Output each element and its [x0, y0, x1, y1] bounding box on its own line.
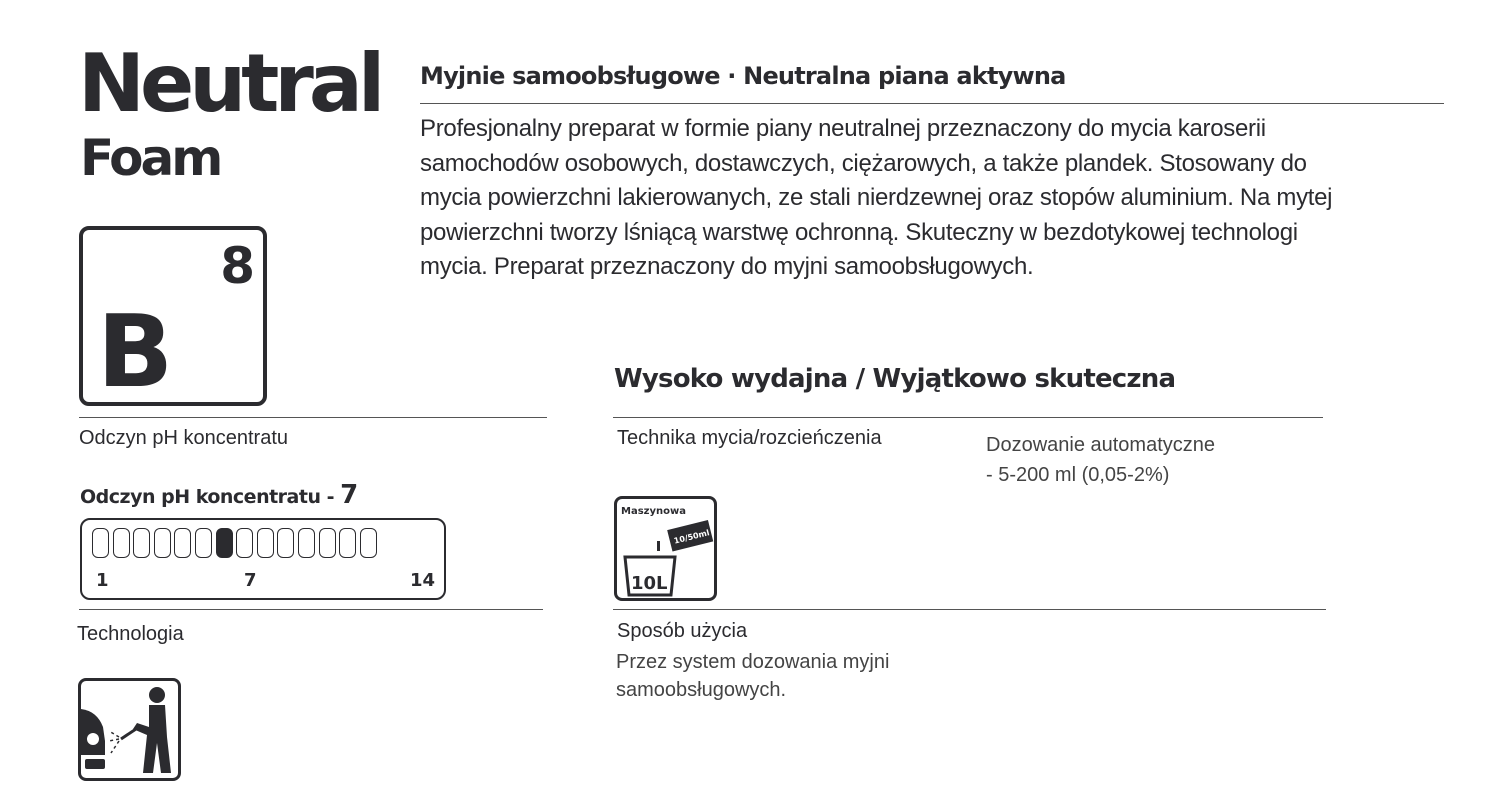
ph-scale-max: 14 [410, 570, 436, 591]
ph-title [80, 480, 358, 510]
ph-scale-cells [92, 528, 377, 558]
ph-cell [92, 528, 109, 558]
technique-label: Technika mycia/rozcieńczenia [617, 427, 882, 449]
ph-cell [195, 528, 212, 558]
ph-cell [339, 528, 356, 558]
ph-section-label: Odczyn pH koncentratu [79, 427, 288, 449]
icon-title: Maszynowa [621, 506, 686, 517]
machine-dosing-icon [614, 496, 717, 601]
product-name-line2: Foam [80, 129, 221, 187]
ph-cell-active [216, 528, 233, 558]
ph-scale-min: 1 [96, 570, 109, 591]
technology-top-divider [79, 609, 543, 610]
ph-value: 7 [340, 480, 358, 510]
ph-title-text: Odczyn pH koncentratu - [80, 486, 341, 508]
ph-cell [133, 528, 150, 558]
usage-line: samoobsługowych. [616, 679, 787, 701]
ph-cell [174, 528, 191, 558]
ph-scale [80, 518, 446, 600]
description-line: samochodów osobowych, dostawczych, ciężarowych, a także plandek. Stosowany do [420, 149, 1307, 177]
icon-volume: 10L [631, 573, 668, 594]
ph-cell [257, 528, 274, 558]
description-line: mycia. Preparat przeznaczony do myjni samoobsługowych. [420, 253, 1034, 280]
ph-cell [113, 528, 130, 558]
usage-top-divider [613, 609, 1326, 610]
header-divider [420, 103, 1444, 104]
ph-cell [298, 528, 315, 558]
usage-line: Przez system dozowania myjni [616, 651, 890, 673]
ph-cell [319, 528, 336, 558]
ph-cell [154, 528, 171, 558]
page-title: Myjnie samoobsługowe · Neutralna piana aktywna [420, 62, 1066, 90]
product-name-line1: Neutral [78, 37, 381, 130]
ph-cell [277, 528, 294, 558]
product-description [420, 112, 1420, 285]
description-line: mycia powierzchni lakierowanych, ze stali nierdzewnej oraz stopów aluminium. Na mytej [420, 184, 1333, 211]
dosing-line: - 5-200 ml (0,05-2%) [986, 464, 1170, 486]
dosing-bottle-icon [667, 520, 713, 552]
ph-scale-mid: 7 [244, 570, 257, 591]
usage-label: Sposób użycia [617, 620, 748, 642]
ph-top-divider [79, 417, 547, 418]
machine-dosing-graphic [617, 499, 714, 598]
ph-cell [236, 528, 253, 558]
badge-number: 8 [220, 237, 255, 295]
ph-cell [360, 528, 377, 558]
pressure-washer-icon [78, 678, 181, 781]
technique-top-divider [613, 417, 1323, 418]
product-code-badge [79, 226, 267, 410]
badge-letter: B [97, 293, 174, 410]
section-subtitle: Wysoko wydajna / Wyjątkowo skuteczna [614, 364, 1176, 394]
dosing-info [986, 430, 1215, 490]
description-line: powierzchni tworzy lśniącą warstwę ochronną. Skuteczny w bezdotykowej technologi [420, 218, 1298, 246]
description-line: Profesjonalny preparat w formie piany neutralnej przeznaczony do mycia karoserii [420, 115, 1266, 142]
technology-label: Technologia [77, 623, 184, 645]
usage-description [616, 648, 889, 704]
dosing-line: Dozowanie automatyczne [986, 434, 1216, 456]
icon-dose: 10/50ml [672, 528, 711, 546]
